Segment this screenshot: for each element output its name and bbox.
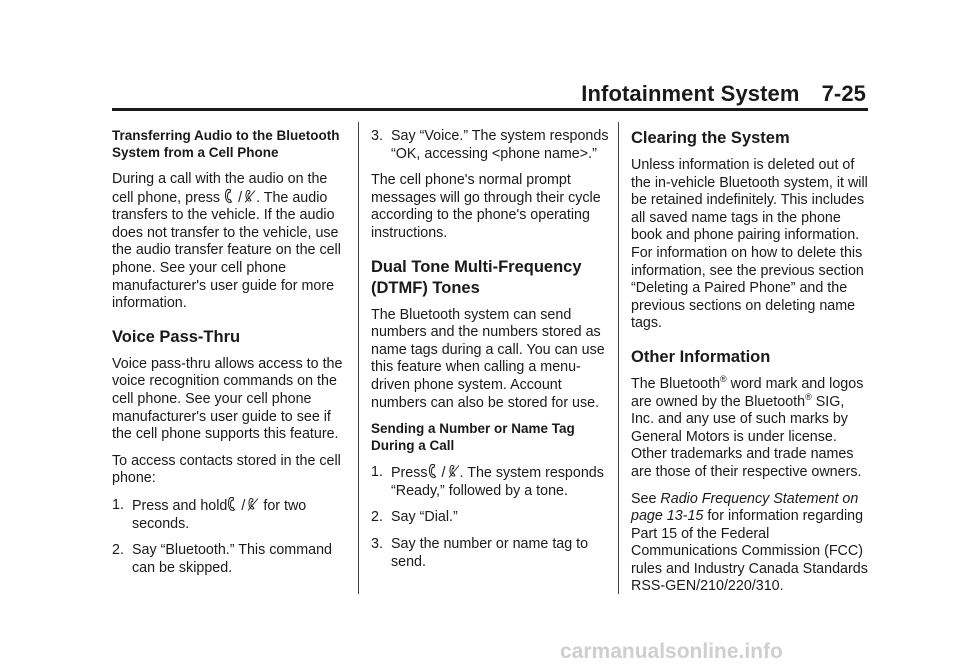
column-2 bbox=[371, 128, 611, 580]
paragraph-dtmf: The Bluetooth system can send numbers and the numbers stored as name tags during a call. You can use this feature when calling a menu-driven phone system. Account numbers can also be stored for use. bbox=[371, 306, 605, 411]
mute-button-icon bbox=[244, 189, 256, 204]
subheading-transfer-audio: Transferring Audio to the Bluetooth System from a Cell Phone bbox=[112, 128, 340, 160]
paragraph-trademarks: The Bluetooth® word mark and logos are owned by the Bluetooth® SIG, Inc. and any use of such marks by General Motors is under license. Other trademarks and trade names are those of their respective owners. bbox=[631, 373, 864, 480]
column-divider-1 bbox=[358, 122, 359, 594]
column-1 bbox=[112, 128, 352, 586]
column-3 bbox=[631, 128, 871, 605]
running-head bbox=[581, 81, 866, 107]
page-header bbox=[112, 78, 868, 108]
list-item: 2. Say “Bluetooth.” This command can be skipped. bbox=[112, 542, 332, 576]
subheading-sending-number: Sending a Number or Name Tag During a Call bbox=[371, 421, 575, 453]
phone-button-icon bbox=[227, 497, 239, 512]
heading-clearing-system: Clearing the System bbox=[631, 129, 790, 147]
phone-button-icon bbox=[428, 464, 440, 479]
paragraph-prompt-messages: The cell phone's normal prompt messages will go through their cycle according to the phone's operating instructions. bbox=[371, 172, 601, 241]
heading-dtmf-tones: Dual Tone Multi-Frequency (DTMF) Tones bbox=[371, 257, 582, 297]
paragraph-transfer-audio: During a call with the audio on the cell phone, press / . The audio transfers to the vehicle. If the audio does not transfer to the vehicle, use the audio transfer feature on the cell phone. See your cell phone manufacturer's user guide for more information. bbox=[112, 171, 341, 312]
list-item: 2. Say “Dial.” bbox=[371, 509, 458, 526]
list-item: 1. Press / . The system responds “Ready,” followed by a tone. bbox=[371, 464, 604, 499]
mute-button-icon bbox=[448, 464, 460, 479]
paragraph-access-contacts: To access contacts stored in the cell phone: bbox=[112, 452, 341, 487]
phone-button-icon bbox=[224, 189, 236, 204]
list-item: 1. Press and hold / for two seconds. bbox=[112, 496, 307, 532]
paragraph-clearing-system: Unless information is deleted out of the in-vehicle Bluetooth system, it will be retained indefinitely. This includes all saved name tags in the phone book and phone pairing information. For information on how to delete this information, see the previous section “Deleting a Paired Phone” and the previous sections on deleting name tags. bbox=[631, 157, 868, 332]
mute-button-icon bbox=[247, 497, 259, 512]
watermark: carmanualsonline.info bbox=[560, 640, 783, 663]
page-number: 7-25 bbox=[821, 81, 866, 106]
column-divider-2 bbox=[618, 122, 619, 594]
list-item: 3. Say “Voice.” The system responds “OK, accessing <phone name>.” bbox=[371, 128, 609, 162]
header-rule bbox=[112, 108, 868, 111]
list-item: 3. Say the number or name tag to send. bbox=[371, 535, 589, 570]
heading-other-information: Other Information bbox=[631, 347, 771, 366]
paragraph-voice-pass-thru: Voice pass-thru allows access to the voice recognition commands on the cell phone. See your cell phone manufacturer's user guide to see if the cell phone supports this feature. bbox=[112, 355, 343, 443]
heading-voice-pass-thru: Voice Pass-Thru bbox=[112, 327, 241, 346]
cross-reference-link[interactable]: Radio Frequency Statement on page 13-15 bbox=[631, 490, 859, 525]
section-title: Infotainment System bbox=[581, 81, 800, 106]
paragraph-see-reference: See Radio Frequency Statement on page 13-15 for information regarding Part 15 of the Federal Communications Commission (FCC) rules and Industry Canada Standards RSS-GEN/210/220/310. bbox=[631, 490, 868, 595]
